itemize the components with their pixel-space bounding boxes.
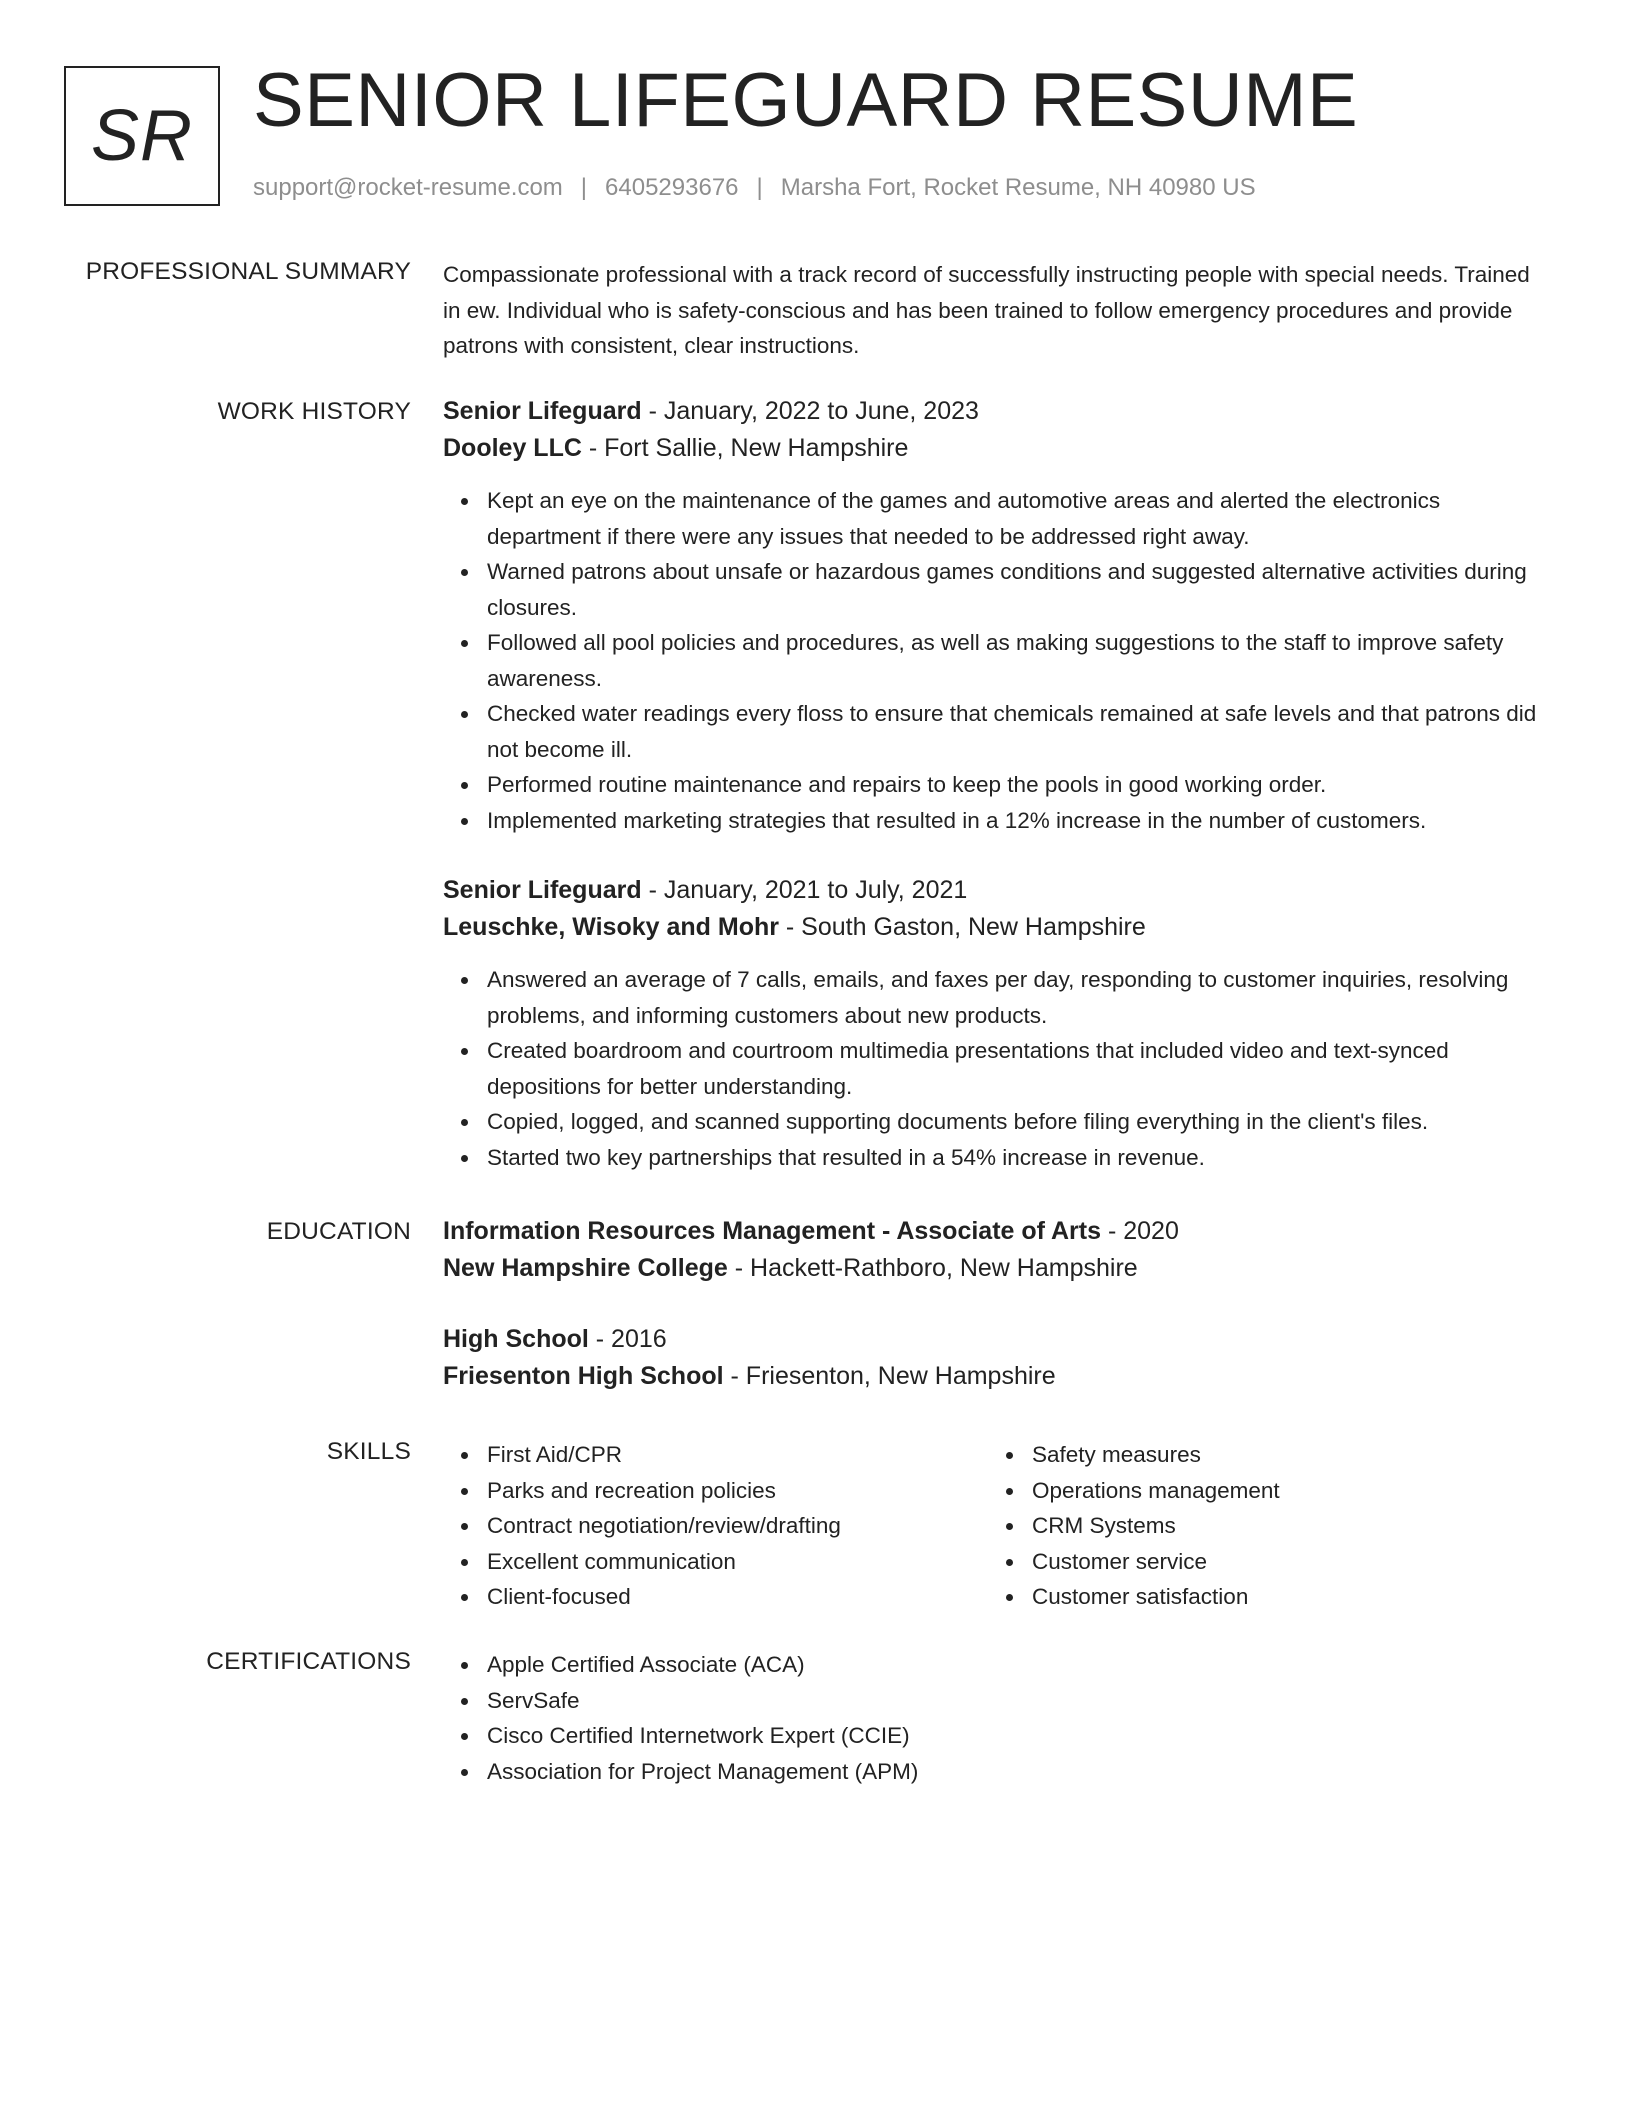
list-item: Copied, logged, and scanned supporting documents before filing everything in the client's files.: [487, 1104, 1553, 1140]
school-line: [443, 1250, 1553, 1287]
list-item: Implemented marketing strategies that resulted in a 12% increase in the number of customers.: [487, 803, 1553, 839]
list-item: Created boardroom and courtroom multimedia presentations that included video and text-synced depositions for better understanding.: [487, 1033, 1553, 1104]
list-item: CRM Systems: [1032, 1508, 1533, 1544]
list-item: Apple Certified Associate (ACA): [487, 1647, 1553, 1683]
skills-list-right: [988, 1437, 1533, 1615]
list-item: Safety measures: [1032, 1437, 1533, 1473]
education-entry: [443, 1213, 1553, 1287]
list-item: Kept an eye on the maintenance of the games and automotive areas and alerted the electronics department if there were any issues that needed to be addressed right away.: [487, 483, 1553, 554]
resume-title: SENIOR LIFEGUARD RESUME: [253, 58, 1359, 143]
contact-phone[interactable]: 6405293676: [605, 174, 739, 201]
job-title-line: [443, 872, 1553, 909]
list-item: Followed all pool policies and procedures, as well as making suggestions to the staff to improve safety awareness.: [487, 625, 1553, 696]
school-location: - Friesenton, New Hampshire: [723, 1362, 1056, 1390]
job-title: Senior Lifeguard: [443, 397, 642, 425]
section-heading: CERTIFICATIONS: [206, 1648, 411, 1675]
school-line: [443, 1358, 1553, 1395]
section-heading: SKILLS: [326, 1438, 411, 1465]
monogram-logo: [64, 66, 220, 206]
section-heading: WORK HISTORY: [217, 398, 411, 425]
list-item: Warned patrons about unsafe or hazardous games conditions and suggested alternative activities during closures.: [487, 554, 1553, 625]
job-entry: [443, 872, 1553, 1175]
job-company: Leuschke, Wisoky and Mohr: [443, 913, 779, 941]
graduation-year: - 2020: [1101, 1217, 1179, 1245]
monogram-initials: SR: [90, 96, 194, 176]
skills-list-left: [443, 1437, 988, 1615]
graduation-year: - 2016: [588, 1325, 667, 1353]
contact-email[interactable]: support@rocket-resume.com: [253, 174, 563, 201]
contact-separator: |: [580, 174, 588, 201]
job-duties-list: [443, 483, 1553, 838]
school: Friesenton High School: [443, 1362, 724, 1390]
job-company-line: [443, 430, 1553, 467]
job-dates: - January, 2021 to July, 2021: [641, 876, 968, 904]
job-company-line: [443, 909, 1553, 946]
list-item: Excellent communication: [487, 1544, 988, 1580]
section-heading: PROFESSIONAL SUMMARY: [85, 258, 411, 285]
degree: High School: [443, 1325, 589, 1353]
list-item: Customer satisfaction: [1032, 1579, 1533, 1615]
list-item: Answered an average of 7 calls, emails, and faxes per day, responding to customer inquiries, resolving problems, and informing customers about new products.: [487, 962, 1553, 1033]
list-item: Performed routine maintenance and repairs to keep the pools in good working order.: [487, 767, 1553, 803]
summary-text: Compassionate professional with a track record of successfully instructing people with special needs. Trained in ew. Individual who is safety-conscious and has been trained to follow emergency procedures and provide patrons with consistent, clear instructions.: [443, 262, 1530, 358]
list-item: First Aid/CPR: [487, 1437, 988, 1473]
skills-grid: [443, 1437, 1553, 1615]
contact-line: [253, 172, 1256, 204]
list-item: Checked water readings every floss to ensure that chemicals remained at safe levels and that patrons did not become ill.: [487, 696, 1553, 767]
contact-address: Marsha Fort, Rocket Resume, NH 40980 US: [780, 174, 1256, 201]
degree: Information Resources Management - Associate of Arts: [443, 1217, 1102, 1245]
degree-line: [443, 1321, 1553, 1358]
job-company: Dooley LLC: [443, 434, 582, 462]
job-dates: - January, 2022 to June, 2023: [641, 397, 979, 425]
list-item: Cisco Certified Internetwork Expert (CCIE): [487, 1718, 1553, 1754]
list-item: Contract negotiation/review/drafting: [487, 1508, 988, 1544]
list-item: ServSafe: [487, 1683, 1553, 1719]
list-item: Operations management: [1032, 1473, 1533, 1509]
list-item: Association for Project Management (APM): [487, 1754, 1553, 1790]
school: New Hampshire College: [443, 1254, 728, 1282]
job-location: - Fort Sallie, New Hampshire: [581, 434, 909, 462]
section-heading: EDUCATION: [266, 1218, 411, 1245]
job-title-line: [443, 393, 1553, 430]
job-location: - South Gaston, New Hampshire: [778, 913, 1146, 941]
degree-line: [443, 1213, 1553, 1250]
education-entry: [443, 1321, 1553, 1395]
contact-separator: |: [756, 174, 763, 201]
list-item: Customer service: [1032, 1544, 1533, 1580]
school-location: - Hackett-Rathboro, New Hampshire: [727, 1254, 1138, 1282]
list-item: Started two key partnerships that resulted in a 54% increase in revenue.: [487, 1140, 1553, 1176]
job-entry: [443, 393, 1553, 838]
certifications-list: [443, 1647, 1553, 1789]
job-title: Senior Lifeguard: [443, 876, 642, 904]
job-duties-list: [443, 962, 1553, 1175]
list-item: Client-focused: [487, 1579, 988, 1615]
list-item: Parks and recreation policies: [487, 1473, 988, 1509]
